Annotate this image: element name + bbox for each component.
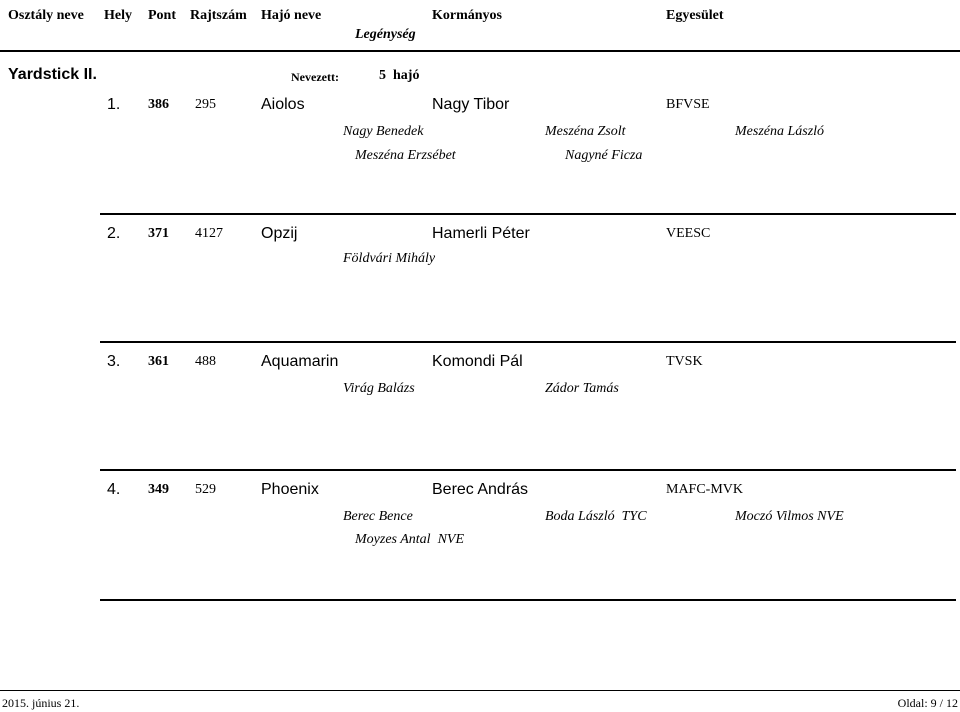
crew-member: Meszéna Erzsébet	[355, 148, 456, 163]
result-helmsman: Berec András	[432, 481, 529, 498]
result-boat-name: Phoenix	[261, 481, 319, 498]
class-name: Yardstick II.	[8, 66, 97, 83]
footer-divider	[0, 690, 960, 691]
crew-member: Nagy Benedek	[343, 124, 424, 139]
crew-member: Meszéna Zsolt	[545, 124, 626, 139]
row-divider	[100, 469, 956, 471]
crew-member: Nagyné Ficza	[565, 148, 643, 163]
result-place: 4.	[107, 481, 121, 498]
result-place: 1.	[107, 96, 121, 113]
header-class-name: Osztály neve	[8, 8, 84, 23]
result-points: 371	[148, 226, 169, 241]
result-club: VEESC	[666, 226, 711, 241]
result-place: 3.	[107, 353, 121, 370]
entered-label: Nevezett:	[291, 70, 339, 84]
header-sail-number: Rajtszám	[190, 8, 247, 23]
footer-date: 2015. június 21.	[2, 696, 80, 710]
result-sail-number: 488	[195, 354, 216, 369]
result-place: 2.	[107, 225, 121, 242]
crew-member: Moyzes Antal NVE	[355, 532, 465, 547]
result-helmsman: Komondi Pál	[432, 353, 523, 370]
row-divider	[100, 599, 956, 601]
crew-member: Meszéna László	[735, 124, 825, 139]
result-points: 349	[148, 482, 169, 497]
result-boat-name: Aquamarin	[261, 353, 339, 370]
crew-member: Földvári Mihály	[343, 251, 436, 266]
result-boat-name: Opzij	[261, 225, 298, 242]
result-points: 386	[148, 97, 169, 112]
result-sail-number: 529	[195, 482, 216, 497]
result-points: 361	[148, 354, 169, 369]
crew-member: Berec Bence	[343, 509, 413, 524]
result-club: BFVSE	[666, 97, 710, 112]
header-helmsman: Kormányos	[432, 8, 502, 23]
row-divider	[100, 213, 956, 215]
result-helmsman: Nagy Tibor	[432, 96, 510, 113]
entered-count: 5	[379, 68, 386, 83]
entered-unit: hajó	[393, 68, 420, 83]
result-boat-name: Aiolos	[261, 96, 305, 113]
header-place: Hely	[104, 8, 132, 23]
result-club: MAFC-MVK	[666, 482, 744, 497]
row-divider	[100, 341, 956, 343]
crew-member: Virág Balázs	[343, 381, 415, 396]
result-club: TVSK	[666, 354, 703, 369]
footer-page-number: Oldal: 9 / 12	[897, 696, 958, 710]
result-helmsman: Hamerli Péter	[432, 225, 530, 242]
result-sail-number: 295	[195, 97, 216, 112]
header-points: Pont	[148, 8, 176, 23]
header-divider	[0, 50, 960, 52]
crew-member: Moczó Vilmos NVE	[735, 509, 844, 524]
header-club: Egyesület	[666, 8, 724, 23]
result-sail-number: 4127	[195, 226, 223, 241]
crew-member: Zádor Tamás	[545, 381, 619, 396]
crew-member: Boda László TYC	[545, 509, 647, 524]
header-boat-name: Hajó neve	[261, 8, 322, 23]
header-crew: Legénység	[355, 27, 416, 42]
